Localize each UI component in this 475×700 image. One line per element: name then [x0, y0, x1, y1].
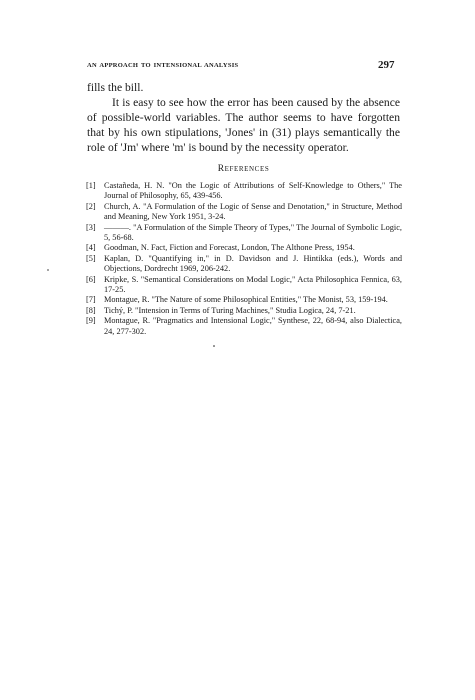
running-head: AN APPROACH TO INTENSIONAL ANALYSIS: [87, 62, 239, 69]
reference-item: [86, 223, 402, 244]
page-number: 297: [378, 59, 395, 71]
reference-number: [6]: [86, 274, 96, 284]
reference-text: Montague, R. "Pragmatics and Intensional Logic," Synthese, 22, 68-94, also Dialectica, 24, 277-302.: [104, 316, 402, 336]
reference-number: [8]: [86, 305, 96, 315]
reference-text: Kripke, S. "Semantical Considerations on Modal Logic," Acta Philosophica Fennica, 63, 17-25.: [104, 274, 402, 295]
reference-text: Tichý, P. "Intension in Terms of Turing Machines," Studia Logica, 24, 7-21.: [104, 305, 356, 315]
reference-text: Church, A. "A Formulation of the Logic of Sense and Denotation," in Structure, Method and Meaning, New York 1951, 3-24.: [104, 201, 402, 222]
reference-text: Kaplan, D. "Quantifying in," in D. Davidson and J. Hintikka (eds.), Words and Objections, Dordrecht 1969, 206-242.: [104, 253, 402, 274]
reference-item: [86, 275, 402, 296]
reference-item: [86, 295, 402, 305]
paragraph-line: It is easy to see how the error has been caused by the absence: [112, 96, 400, 109]
scan-speck: [47, 269, 49, 271]
reference-number: [9]: [86, 316, 96, 326]
reference-text: Montague, R. "The Nature of some Philosophical Entities," The Monist, 53, 159-194.: [104, 295, 388, 305]
reference-item: [86, 181, 402, 202]
reference-item: [86, 306, 402, 316]
reference-number: [2]: [86, 201, 96, 211]
reference-number: [7]: [86, 295, 96, 305]
reference-item: [86, 243, 402, 253]
reference-list: [86, 181, 402, 337]
paragraph-line: of possible-world variables. The author seems to have forgotten that: [87, 111, 400, 139]
reference-text: Castañeda, H. N. "On the Logic of Attributions of Self-Knowledge to Others," The Journal of Philosophy, 65, 439-456.: [104, 181, 402, 201]
scan-speck: [213, 345, 215, 347]
reference-number: [1]: [86, 181, 96, 190]
references-heading: References: [217, 164, 270, 174]
reference-number: [3]: [86, 222, 96, 232]
reference-number: [5]: [86, 253, 96, 263]
reference-text: ———. "A Formulation of the Simple Theory of Types," The Journal of Symbolic Logic, 5, 56-68.: [104, 222, 402, 243]
reference-item: [86, 202, 402, 223]
reference-text: Goodman, N. Fact, Fiction and Forecast, London, The Althone Press, 1954.: [104, 243, 355, 253]
paragraph: [87, 95, 400, 155]
paragraph-line: by his own stipulations, 'Jones' in (31) plays semantically the role: [87, 126, 400, 154]
paragraph-line: of 'Jm' where 'm' is bound by the necessity operator.: [107, 141, 349, 154]
reference-item: [86, 316, 402, 337]
paragraph-fragment: fills the bill.: [87, 81, 144, 94]
reference-number: [4]: [86, 243, 96, 253]
reference-item: [86, 254, 402, 275]
body-text: [87, 80, 400, 155]
